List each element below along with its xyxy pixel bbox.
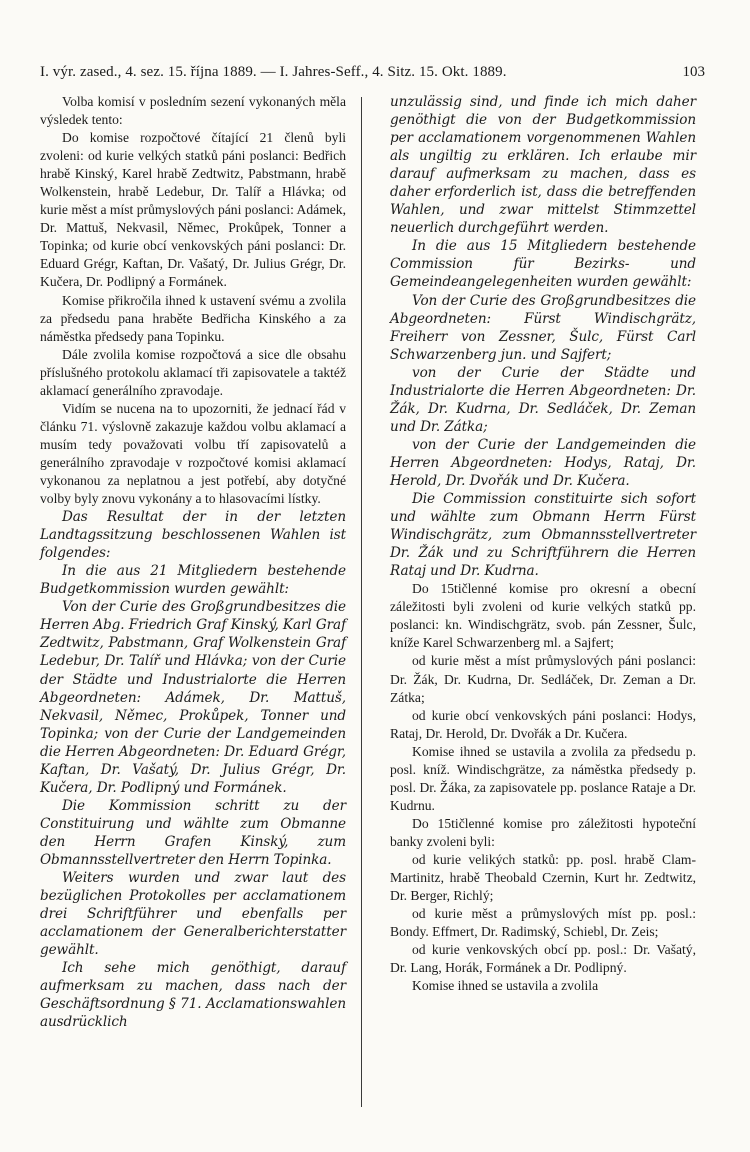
paragraph: In die aus 21 Mitgliedern bestehende Budgetkommission wurden gewählt: [40, 563, 346, 598]
paragraph: od kurie měst a míst průmyslových páni poslanci: Dr. Žák, Dr. Kudrna, Dr. Sedláček, Dr. Zeman a Dr. Zátka; [390, 653, 696, 705]
paragraph: Ich sehe mich genöthigt, darauf aufmerksam zu machen, dass nach der Geschäftsordnung § 71. Acclamationswahlen ausdrücklich [40, 960, 346, 1031]
paragraph: von der Curie der Landgemeinden die Herren Abgeordneten: Hodys, Rataj, Dr. Herold, Dr. Dvořák und Dr. Kučera. [390, 436, 696, 489]
header-title: I. výr. zased., 4. sez. 15. října 1889. — I. Jahres-Seff., 4. Sitz. 15. Okt. 1889. [40, 64, 507, 80]
right-column [390, 93, 696, 995]
running-header [40, 60, 705, 84]
paragraph: Die Kommission schritt zu der Constituirung und wählte zum Obmanne den Herrn Grafen Kinský, zum Obmannsstellvertreter den Herrn Topinka. [40, 797, 346, 868]
paragraph: od kurie měst a průmyslových míst pp. posl.: Bondy. Effmert, Dr. Radimský, Schiebl, Dr. Zeis; [390, 906, 696, 940]
paragraph: od kurie venkovských obcí pp. posl.: Dr. Vašatý, Dr. Lang, Horák, Formánek a Dr. Podlipný. [390, 942, 696, 976]
paragraph: Do 15tičlenné komise pro záležitosti hypoteční banky zvoleni byli: [390, 815, 696, 849]
paragraph: Das Resultat der in der letzten Landtagssitzung beschlossenen Wahlen ist folgendes: [40, 509, 346, 562]
paragraph: Vidím se nucena na to upozorniti, že jednací řád v článku 71. výslovně zakazuje každou volbu aklamací a musím tedy považovati volbu tří zapisovatelů a generálního zpravodaje v rozpočtové komisi aklamací vykonanou za neplatnou a jest potřebí, aby dotyčné volby byly znovu vykonány a to hlasovacími lístky. [40, 400, 346, 507]
paragraph: od kurie obcí venkovských páni poslanci: Hodys, Rataj, Dr. Herold, Dr. Dvořák a Dr. Kučera. [390, 707, 696, 741]
page-number: 103 [682, 64, 705, 80]
paragraph: Komise ihned se ustavila a zvolila [412, 978, 599, 994]
left-column [40, 93, 346, 1031]
paragraph: Weiters wurden und zwar laut des bezüglichen Protokolles per acclamationem drei Schriftführer und ebenfalls per acclamationem der Generalberichterstatter gewählt. [40, 870, 346, 959]
paragraph: Von der Curie des Großgrundbesitzes die Abgeordneten: Fürst Windischgrätz, Freiherr von Zessner, Šulc, Fürst Carl Schwarzenberg jun. und Sajfert; [390, 292, 696, 363]
paragraph: unzulässig sind, und finde ich mich daher genöthigt die von der Budgetkommission per acclamationem vorgenommenen Wahlen als ungiltig zu erklären. Ich erlaube mir darauf aufmerksam zu machen, dass es daher erforderlich ist, dass die betreffenden Wahlen, und zwar mittelst Stimmzettel neuerlich durchgeführt werden. [390, 94, 696, 237]
paragraph: od kurie velikých statků: pp. posl. hrabě Clam-Martinitz, hrabě Theobald Czernin, Kurt hr. Zedtwitz, Dr. Berger, Richlý; [390, 851, 696, 904]
paragraph: von der Curie der Städte und Industrialorte die Herren Abgeordneten: Dr. Žák, Dr. Kudrna, Dr. Sedláček, Dr. Zeman und Dr. Zátka; [390, 364, 696, 435]
column-divider [361, 97, 362, 1107]
paragraph: In die aus 15 Mitgliedern bestehende Commission für Bezirks- und Gemeindeangelegenheiten wurden gewählt: [390, 238, 696, 291]
paragraph: Do 15tičlenné komise pro okresní a obecní záležitosti byli zvoleni od kurie velkých statků pp. poslanci: kn. Windischgrätz, svob. pán Zessner, Šulc, kníže Karel Schwarzenberg ml. a Sajfert; [390, 581, 696, 651]
paragraph: Dále zvolila komise rozpočtová a sice dle obsahu příslušného protokolu aklamací tři zapisovatele a taktéž aklamací generálního zpravodaje. [40, 346, 346, 398]
paragraph: Komise přikročila ihned k ustavení svému a zvolila za předsedu pana hraběte Bedřicha Kinského a za náměstka předsedy pana Topinku. [40, 292, 346, 344]
paragraph: Von der Curie des Großgrundbesitzes die Herren Abg. Friedrich Graf Kinský, Karl Graf Zedtwitz, Pabstmann, Graf Wolkenstein Graf Ledebur, Dr. Talíř und Hlávka; von der Curie der Städte und Industrialorte die Herren Abgeordneten: Adámek, Dr. Mattuš, Nekvasil, Němec, Prokůpek, Tonner und Topinka; von der Curie der Landgemeinden die Herren Abgeordneten: Dr. Eduard Grégr, Kaftan, Dr. Vašatý, Dr. Julius Grégr, Dr. Kučera, Dr. Podlipný und Formánek. [40, 599, 346, 796]
paragraph: Komise ihned se ustavila a zvolila za předsedu p. posl. kníž. Windischgrätze, za náměstka předsedy p. posl. Dr. Žáka, za zapisovatele pp. poslance Rataje a Dr. Kudrnu. [390, 743, 696, 813]
paragraph: Volba komisí v posledním sezení vykonaných měla výsledek tento: [40, 94, 346, 128]
paragraph: Do komise rozpočtové čítající 21 členů byli zvoleni: od kurie velkých statků páni poslanci: Bedřich hrabě Kinský, Karel hrabě Zedtwitz, Pabstmann, hrabě Wolkenstein, hrabě Ledebur, Dr. Talíř a Hlávka; od kurie měst a míst průmyslových páni poslanci: Adámek, Dr. Mattuš, Nekvasil, Němec, Prokůpek, Tonner a Topinka; od kurie obcí venkovských páni poslanci: Dr. Eduard Grégr, Kaftan, Dr. Vašatý, Dr. Julius Grégr, Dr. Kučera, Dr. Podlipný a Formánek. [40, 130, 346, 290]
paragraph: Die Commission constituirte sich sofort und wählte zum Obmann Herrn Fürst Windischgrätz, zum Obmannsstellvertreter Dr. Žák und zu Schriftführern die Herren Rataj und Dr. Kudrna. [390, 491, 696, 580]
